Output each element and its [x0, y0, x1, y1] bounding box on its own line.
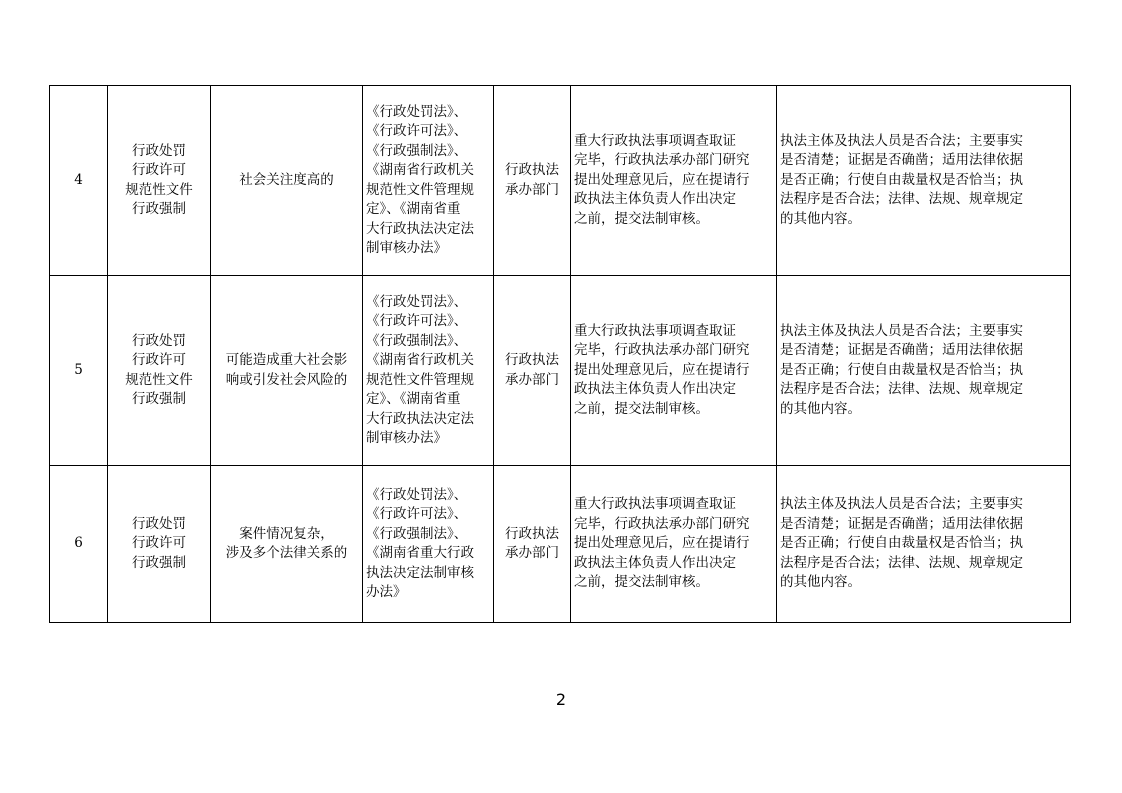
category-cell	[108, 466, 211, 623]
review-timing-cell-line: 完毕，行政执法承办部门研究	[574, 342, 750, 359]
review-timing-cell-line: 提出处理意见后，应在提请行	[574, 171, 750, 188]
condition-cell	[211, 86, 363, 276]
legal-basis-cell-line: 制审核办法》	[366, 240, 447, 256]
legal-basis-cell-line: 《行政处罚法》、	[366, 293, 468, 310]
category-cell-line: 规范性文件	[125, 181, 193, 198]
page-number: 2	[555, 690, 567, 709]
review-timing-cell-line: 完毕，行政执法承办部门研究	[574, 152, 750, 169]
review-content-cell-line: 法程序是否合法；法律、法规、规章规定	[780, 191, 1023, 208]
review-content-cell-line: 是否正确；行使自由裁量权是否恰当；执	[780, 171, 1023, 188]
review-content-cell-line: 执法主体及执法人员是否合法；主要事实	[780, 496, 1023, 513]
condition-cell-line: 案件情况复杂，	[239, 525, 334, 542]
legal-basis-cell-line: 《湖南省行政机关	[366, 162, 474, 178]
review-timing-cell-line: 重大行政执法事项调查取证	[574, 132, 736, 149]
review-content-cell-line: 执法主体及执法人员是否合法；主要事实	[780, 132, 1023, 149]
review-timing-cell-line: 之前，提交法制审核。	[574, 210, 709, 227]
table-body	[50, 86, 1071, 623]
review-items-table	[49, 85, 1071, 623]
review-content-cell-line: 的其他内容。	[780, 400, 861, 417]
review-content-cell-line: 的其他内容。	[780, 574, 861, 591]
review-content-cell-line: 法程序是否合法；法律、法规、规章规定	[780, 554, 1023, 571]
review-timing-cell-line: 重大行政执法事项调查取证	[574, 496, 736, 513]
review-timing-cell-line: 之前，提交法制审核。	[574, 400, 709, 417]
legal-basis-cell-line: 《湖南省行政机关	[366, 352, 474, 368]
category-cell-line: 行政强制	[132, 554, 186, 571]
category-cell-line: 行政处罚	[132, 515, 186, 532]
legal-basis-cell-line: 《行政许可法》、	[366, 506, 468, 522]
legal-basis-cell	[363, 276, 494, 466]
legal-basis-cell-line: 大行政执法决定法	[366, 410, 474, 427]
review-timing-cell-line: 之前，提交法制审核。	[574, 574, 709, 591]
review-timing-cell-line: 完毕，行政执法承办部门研究	[574, 515, 750, 532]
department-cell-line: 行政执法	[505, 352, 559, 368]
legal-basis-cell-line: 《行政处罚法》、	[366, 103, 468, 120]
review-content-cell	[777, 466, 1071, 623]
review-timing-cell	[571, 466, 777, 623]
legal-basis-cell-line: 定》、《湖南省重	[366, 201, 461, 217]
condition-cell-line: 可能造成重大社会影	[225, 352, 348, 368]
legal-basis-cell-line: 《行政处罚法》、	[366, 486, 468, 503]
table-row	[50, 86, 1071, 276]
review-timing-cell-line: 提出处理意见后，应在提请行	[574, 535, 750, 552]
department-cell-line: 承办部门	[505, 545, 559, 561]
review-content-cell-line: 是否正确；行使自由裁量权是否恰当；执	[780, 535, 1023, 552]
legal-basis-cell-line: 《行政强制法》、	[366, 142, 468, 159]
review-content-cell-line: 是否清楚；证据是否确凿；适用法律依据	[780, 152, 1023, 169]
category-cell-line: 规范性文件	[125, 371, 193, 388]
department-cell-line: 行政执法	[505, 525, 559, 542]
legal-basis-cell-line: 定》、《湖南省重	[366, 391, 461, 407]
condition-cell	[211, 466, 363, 623]
review-timing-cell-line: 提出处理意见后，应在提请行	[574, 361, 750, 378]
review-content-cell-line: 法程序是否合法；法律、法规、规章规定	[780, 381, 1023, 398]
department-cell-line: 承办部门	[505, 371, 559, 388]
review-timing-cell-line: 政执法主体负责人作出决定	[574, 554, 736, 571]
category-cell-line: 行政许可	[132, 535, 186, 552]
item-number-cell: 6	[50, 466, 108, 623]
legal-basis-cell-line: 规范性文件管理规	[366, 181, 474, 198]
item-number-cell: 4	[50, 86, 108, 276]
review-content-cell-line: 的其他内容。	[780, 210, 861, 227]
legal-basis-cell-line: 规范性文件管理规	[366, 371, 474, 388]
review-timing-cell-line: 政执法主体负责人作出决定	[574, 381, 736, 398]
legal-basis-cell-line: 《湖南省重大行政	[366, 545, 474, 561]
department-cell	[494, 466, 571, 623]
legal-basis-cell-line: 《行政许可法》、	[366, 123, 468, 139]
condition-cell-line: 响或引发社会风险的	[225, 371, 348, 388]
category-cell-line: 行政强制	[132, 201, 186, 217]
review-content-cell-line: 是否清楚；证据是否确凿；适用法律依据	[780, 515, 1023, 532]
legal-basis-cell-line: 《行政强制法》、	[366, 332, 468, 349]
condition-cell-line: 涉及多个法律关系的	[225, 545, 348, 561]
legal-basis-cell-line: 办法》	[366, 584, 407, 600]
category-cell-line: 行政处罚	[132, 142, 186, 159]
legal-basis-cell	[363, 86, 494, 276]
category-cell-line: 行政处罚	[132, 332, 186, 349]
review-content-cell-line: 执法主体及执法人员是否合法；主要事实	[780, 322, 1023, 339]
legal-basis-cell-line: 执法决定法制审核	[366, 564, 474, 581]
department-cell-line: 行政执法	[505, 162, 559, 178]
legal-basis-cell-line: 大行政执法决定法	[366, 220, 474, 237]
department-cell-line: 承办部门	[505, 181, 559, 198]
department-cell	[494, 86, 571, 276]
review-content-cell-line: 是否清楚；证据是否确凿；适用法律依据	[780, 342, 1023, 359]
condition-cell	[211, 276, 363, 466]
category-cell	[108, 86, 211, 276]
condition-cell-line: 社会关注度高的	[239, 171, 334, 188]
category-cell-line: 行政强制	[132, 391, 186, 407]
table-row	[50, 276, 1071, 466]
review-timing-cell	[571, 86, 777, 276]
category-cell	[108, 276, 211, 466]
category-cell-line: 行政许可	[132, 162, 186, 178]
review-content-cell	[777, 86, 1071, 276]
review-timing-cell	[571, 276, 777, 466]
table-row	[50, 466, 1071, 623]
item-number-cell: 5	[50, 276, 108, 466]
legal-basis-cell-line: 《行政强制法》、	[366, 525, 468, 542]
review-content-cell-line: 是否正确；行使自由裁量权是否恰当；执	[780, 361, 1023, 378]
department-cell	[494, 276, 571, 466]
review-timing-cell-line: 政执法主体负责人作出决定	[574, 191, 736, 208]
legal-basis-cell	[363, 466, 494, 623]
legal-basis-cell-line: 《行政许可法》、	[366, 313, 468, 329]
review-content-cell	[777, 276, 1071, 466]
review-timing-cell-line: 重大行政执法事项调查取证	[574, 322, 736, 339]
legal-basis-cell-line: 制审核办法》	[366, 430, 447, 446]
category-cell-line: 行政许可	[132, 352, 186, 368]
